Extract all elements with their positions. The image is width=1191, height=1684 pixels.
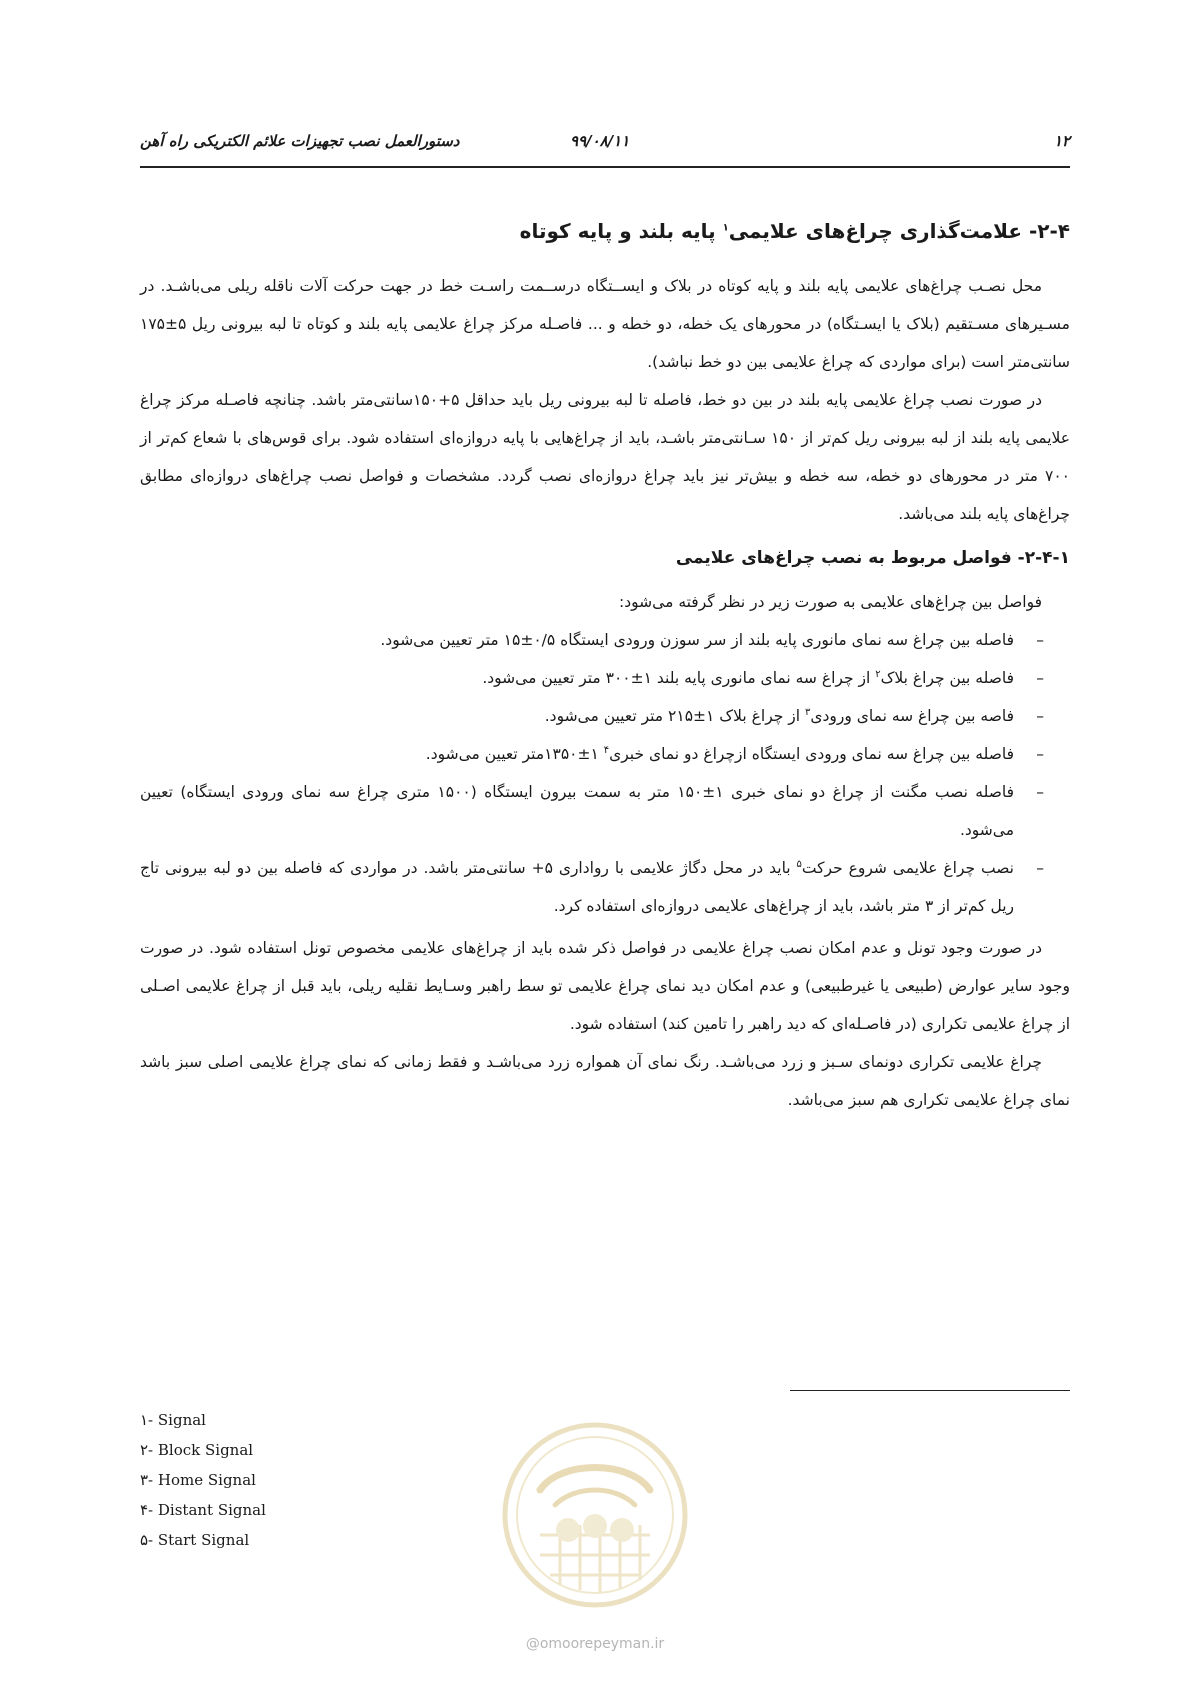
footnote-5: ۵- Start Signal [140,1531,250,1549]
footnote-ref: ۳ [804,706,811,718]
list-item-text: فاصه بین چراغ سه نمای ورودی [810,707,1014,725]
list-item-text: از چراغ سه نمای مانوری پایه بلند ۱±۳۰۰ متر تعیین می‌شود. [482,669,876,687]
list-item [140,697,1044,735]
list-item [140,849,1044,925]
footnotes [140,1405,266,1555]
page-header [140,128,1070,168]
dash-icon: – [1036,669,1044,687]
paragraph-1: محل نصـب چراغ‌های علایمی پایه بلند و پایه کوتاه در بلاک و ایســتگاه درســمت راسـت خط در جهت حرکت آلات ناقله ریلی می‌باشـد. در مسـیرهای مسـتقیم (بلاک یا ایسـتگاه) در محورهای یک خطه، دو خطه و ... فاصـله مرکز چراغ علایمی پایه بلند و کوتاه تا لبه بیرونی ریل ۵±۱۷۵ سانتی‌متر است (برای مواردی که چراغ علایمی بین دو خط نباشد). [140,277,1070,371]
footnote-4: ۴- Distant Signal [140,1501,266,1519]
main-content [140,215,1070,1119]
dash-icon: – [1036,783,1044,801]
watermark-text: @omoorepeyman.ir [525,1636,665,1652]
list-item-text: باید در محل دگاژ علایمی با رواداری ۵+ سانتی‌متر باشد. در مواردی که فاصله بین دو لبه بیرونی تاج ریل کم‌تر از ۳ متر باشد، باید از چراغ‌های علایمی دروازه‌ای استفاده کرد. [140,859,1014,915]
list-item [140,773,1044,849]
section-heading-text-end: پایه بلند و پایه کوتاه [519,219,723,243]
list-item-text: نصب چراغ علایمی شروع حرکت [801,859,1014,877]
dash-icon: – [1036,745,1044,763]
subsection-intro: فواصل بین چراغ‌های علایمی به صورت زیر در نظر گرفته می‌شود: [619,593,1042,611]
list-item-text: فاصله بین چراغ سه نمای ورودی ایستگاه ازچراغ دو نمای خبری [609,745,1014,763]
list-item [140,621,1044,659]
header-title: دستورالعمل نصب تجهیزات علائم الکتریکی راه آهن [140,132,460,150]
dash-icon: – [1036,859,1044,877]
list-item-text: فاصله بین چراغ سه نمای مانوری پایه بلند از سر سوزن ورودی ایستگاه ۰/۵±۱۵ متر تعیین می‌شود. [380,631,1014,649]
footnote-ref: ۲ [875,668,881,680]
section-heading [140,215,1070,247]
paragraph-2: در صورت نصب چراغ علایمی پایه بلند در بین دو خط، فاصله تا لبه بیرونی ریل باید حداقل ۵+۱۵۰سانتی‌متر باشد. چنانچه فاصـله مرکز چراغ علایمی پایه بلند از لبه بیرونی ریل کم‌تر از ۱۵۰ سـانتی‌متر باشـد، باید از چراغ‌هایی با پایه دروازه‌ای استفاده شود. برای قوس‌های با شعاع کم‌تر از ۷۰۰ متر در محورهای دو خطه، سه خطه و بیش‌تر نیز باید چراغ دروازه‌ای نصب گردد. مشخصات و فواصل نصب چراغ‌های دروازه‌ای مطابق چراغ‌های پایه بلند می‌باشد. [140,391,1071,523]
footnote-3: ۳- Home Signal [140,1471,256,1489]
list-item-text: فاصله بین چراغ بلاک [880,669,1014,687]
list-item-text: ۱±۱۳۵۰متر تعیین می‌شود. [425,745,604,763]
omoorepeyman-seal-icon [500,1420,690,1610]
dash-icon: – [1036,707,1044,725]
footnote-1: ۱- Signal [140,1411,206,1429]
distance-list [140,621,1070,925]
paragraph-4: چراغ علایمی تکراری دونمای سـبز و زرد می‌باشـد. رنگ نمای آن همواره زرد می‌باشـد و فقط زمانی که نمای چراغ علایمی اصلی سبز باشد نمای چراغ علایمی تکراری هم سبز می‌باشد. [140,1053,1070,1109]
dash-icon: – [1036,631,1044,649]
list-item-text: فاصله نصب مگنت از چراغ دو نمای خبری ۱±۱۵۰ متر به سمت بیرون ایستگاه (۱۵۰۰ متری چراغ سه نمای ورودی ایستگاه) تعیین می‌شود. [140,783,1015,839]
footnote-ref: ۵ [796,858,802,870]
header-date: ۹۹/۰۸/۱۱ [570,132,630,150]
footnote-ref: ۱ [722,222,729,234]
paragraph-3: در صورت وجود تونل و عدم امکان نصب چراغ علایمی در فواصل ذکر شده باید از چراغ‌های علایمی مخصوص تونل استفاده شود. در صورت وجود سایر عوارض (طبیعی یا غیرطبیعی) و عدم امکان دید نمای چراغ علایمی تو سط راهبر وسـایط نقلیه ریلی، باید قبل از چراغ علایمی اصـلی از چراغ علایمی تکراری (در فاصـله‌ای که دید راهبر را تامین کند) استفاده شود. [140,939,1070,1033]
subsection-heading: ۲-۴-۱- فواصل مربوط به نصب چراغ‌های علایمی [675,548,1070,568]
footnote-2: ۲- Block Signal [140,1441,254,1459]
footnote-divider [790,1390,1070,1391]
list-item [140,659,1044,697]
list-item-text: از چراغ بلاک ۱±۲۱۵ متر تعیین می‌شود. [544,707,805,725]
footnote-ref: ۴ [603,744,610,756]
page-number: ۱۲ [1053,132,1070,150]
list-item [140,735,1044,773]
section-heading-text: ۲-۴- علامت‌گذاری چراغ‌های علایمی [728,219,1070,243]
